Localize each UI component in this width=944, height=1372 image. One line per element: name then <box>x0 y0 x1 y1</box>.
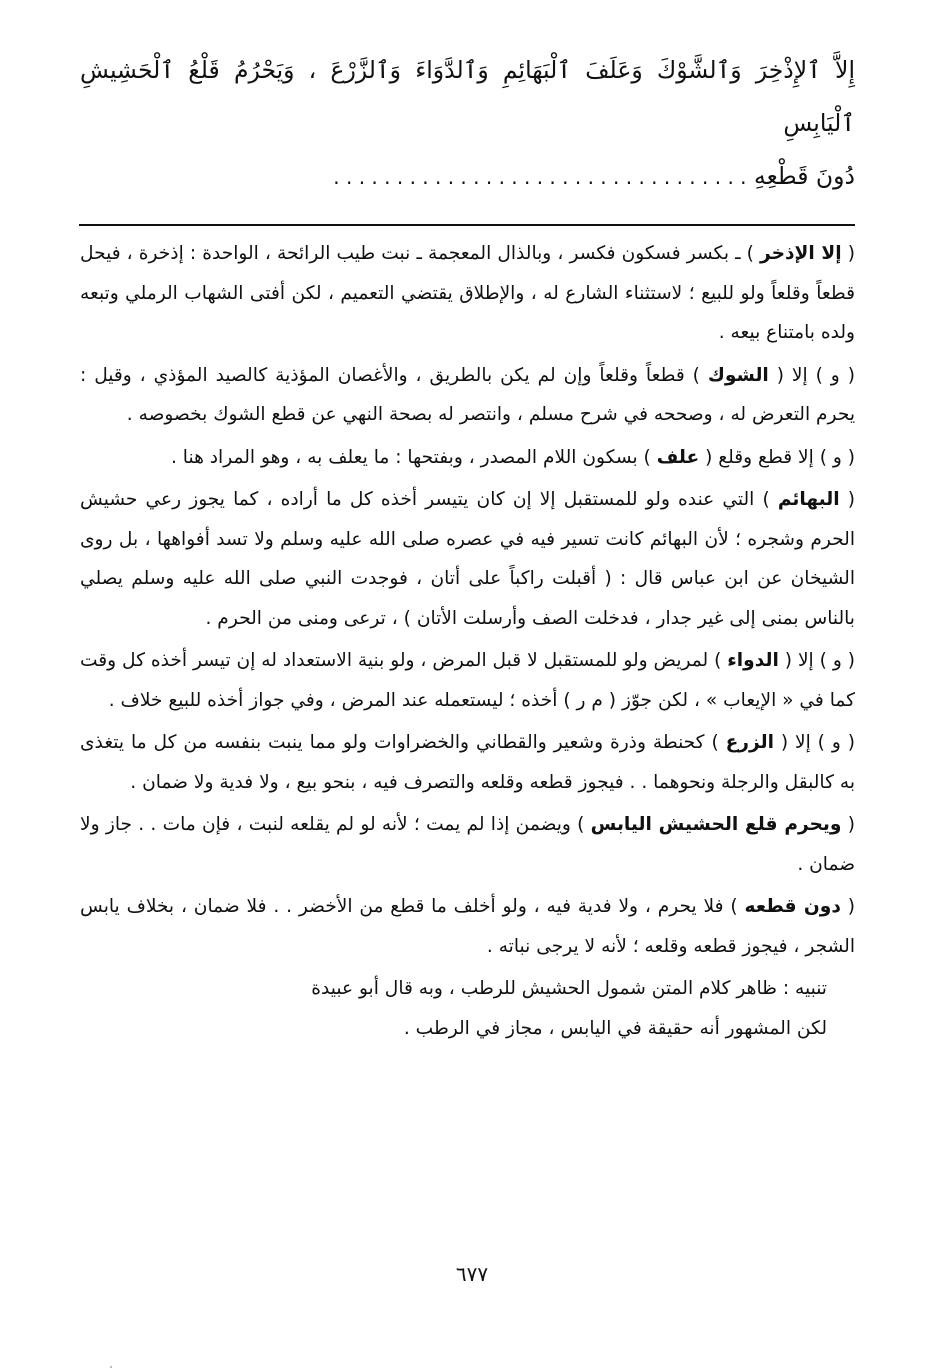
separator-rule <box>79 224 855 226</box>
commentary-paragraph <box>80 641 855 720</box>
scan-speck <box>110 1366 112 1368</box>
quoted-matn-term: دون قطعه <box>744 896 841 917</box>
commentary <box>80 234 855 1048</box>
commentary-paragraph <box>80 723 855 802</box>
commentary-paragraph <box>80 805 855 884</box>
paren-open: ( <box>840 896 855 917</box>
commentary-text: ) ـ بكسر فسكون فكسر ، وبالذال المعجمة ـ نبت طيب الرائحة ، الواحدة : إذخرة ، فيحل قطعاً وقلعاً ولو للبيع ؛ لاستثناء الشارع له ، والإطلاق يقتضي التعميم ، لكن أفتى الشهاب الرملي وتبعه ولده بامتناع بيعه . <box>80 243 855 343</box>
matn-line-2: دُونَ قَطْعِهِ <box>754 162 855 190</box>
commentary-paragraph <box>80 438 855 478</box>
commentary-paragraph <box>80 356 855 435</box>
commentary-paragraph <box>80 234 855 353</box>
paren-open: ( و ) إلا ( <box>768 364 855 386</box>
paren-open: ( و ) إلا قطع وقلع ( <box>699 446 855 468</box>
paren-open: ( <box>839 489 855 510</box>
commentary-text: ) قطعاً وقلعاً وإن لم يكن بالطريق ، والأغصان المؤذية كالصيد المؤذي ، وقيل : يحرم التعرض له ، وصححه في شرح مسلم ، وانتصر له بصحة النهي عن قطع الشوك بخصوصه . <box>80 364 855 425</box>
page-number: ٦٧٧ <box>455 1262 489 1286</box>
note-line-2: لكن المشهور أنه حقيقة في اليابس ، مجاز في الرطب . <box>403 1017 827 1039</box>
quoted-matn-term: الزرع <box>725 732 774 753</box>
page-body <box>80 44 855 1048</box>
commentary-text: ) التي عنده ولو للمستقبل إلا إن كان يتيسر أخذه كل ما أراده ، كما يجوز رعي حشيش الحرم وشجره ؛ لأن البهائم كانت تسير فيه في عصره صلى الله عليه وسلم ولا تسد أفواهها ، بل روى الشيخان عن ابن عباس قال : ( أقبلت راكباً على أتان ، فوجدت النبي صلى الله عليه وسلم يصلي بالناس بمنى إلى غير جدار ، فدخلت الصف وأرسلت الأتان ) ، ترعى ومنى من الحرم . <box>80 489 855 629</box>
matn-text <box>80 44 855 204</box>
matn-line-1: إِلاَّ ٱلإِذْخِرَ وَٱلشَّوْكَ وَعَلَفَ ٱلْبَهَائِمِ وَٱلدَّوَاءَ وَٱلزَّرْعَ ، وَيَحْرُمُ قَلْعُ ٱلْحَشِيشِ ٱلْيَابِسِ <box>80 56 855 137</box>
paren-open: ( و ) إلا ( <box>778 650 855 671</box>
quoted-matn-term: البهائم <box>777 489 840 510</box>
commentary-text: ) ويضمن إذا لم يمت ؛ لأنه لو لم يقلعه لنبت ، فإن مات . . جاز ولا ضمان . <box>80 814 855 875</box>
quoted-matn-term: ويحرم قلع الحشيش اليابس <box>590 814 842 835</box>
quoted-matn-term: الشوك <box>707 364 769 386</box>
commentary-text: ) بسكون اللام المصدر ، وبفتحها : ما يعلف به ، وهو المراد هنا . <box>170 446 657 468</box>
paren-open: ( و ) إلا ( <box>773 732 855 753</box>
note-line-1: تنبيه : ظاهر كلام المتن شمول الحشيش للرطب ، وبه قال أبو عبيدة <box>311 978 827 999</box>
commentary-paragraph <box>80 887 855 966</box>
commentary-text: ) فلا يحرم ، ولا فدية فيه ، ولو أخلف ما قطع من الأخضر . . فلا ضمان ، بخلاف يابس الشجر ، فيجوز قطعه وقلعه ؛ لأنه لا يرجى نباته . <box>80 896 855 957</box>
paren-open: ( <box>841 814 855 835</box>
matn-dots: . . . . . . . . . . . . . . . . . . . . . . . . . . . . . . . . . <box>333 165 747 189</box>
note-paragraph <box>80 969 855 1048</box>
commentary-text: ) كحنطة وذرة وشعير والقطاني والخضراوات ولو مما ينبت بنفسه من كل ما يتغذى به كالبقل والرجلة ونحوهما . . فيجوز قطعه وقلعه والتصرف فيه ، بنحو بيع ، ولا فدية ولا ضمان . <box>80 732 855 793</box>
quoted-matn-term: علف <box>656 446 700 468</box>
paren-open: ( <box>841 243 856 264</box>
commentary-paragraph <box>80 480 855 638</box>
quoted-matn-term: إلا الإذخر <box>760 243 842 264</box>
quoted-matn-term: الدواء <box>727 650 779 671</box>
commentary-text: ) لمريض ولو للمستقبل لا قبل المرض ، ولو بنية الاستعداد له إن تيسر أخذه كل وقت كما في « الإيعاب » ، لكن جوّز ( م ر ) أخذه ؛ ليستعمله عند المرض ، وفي جواز أخذه للبيع خلاف . <box>80 650 855 711</box>
